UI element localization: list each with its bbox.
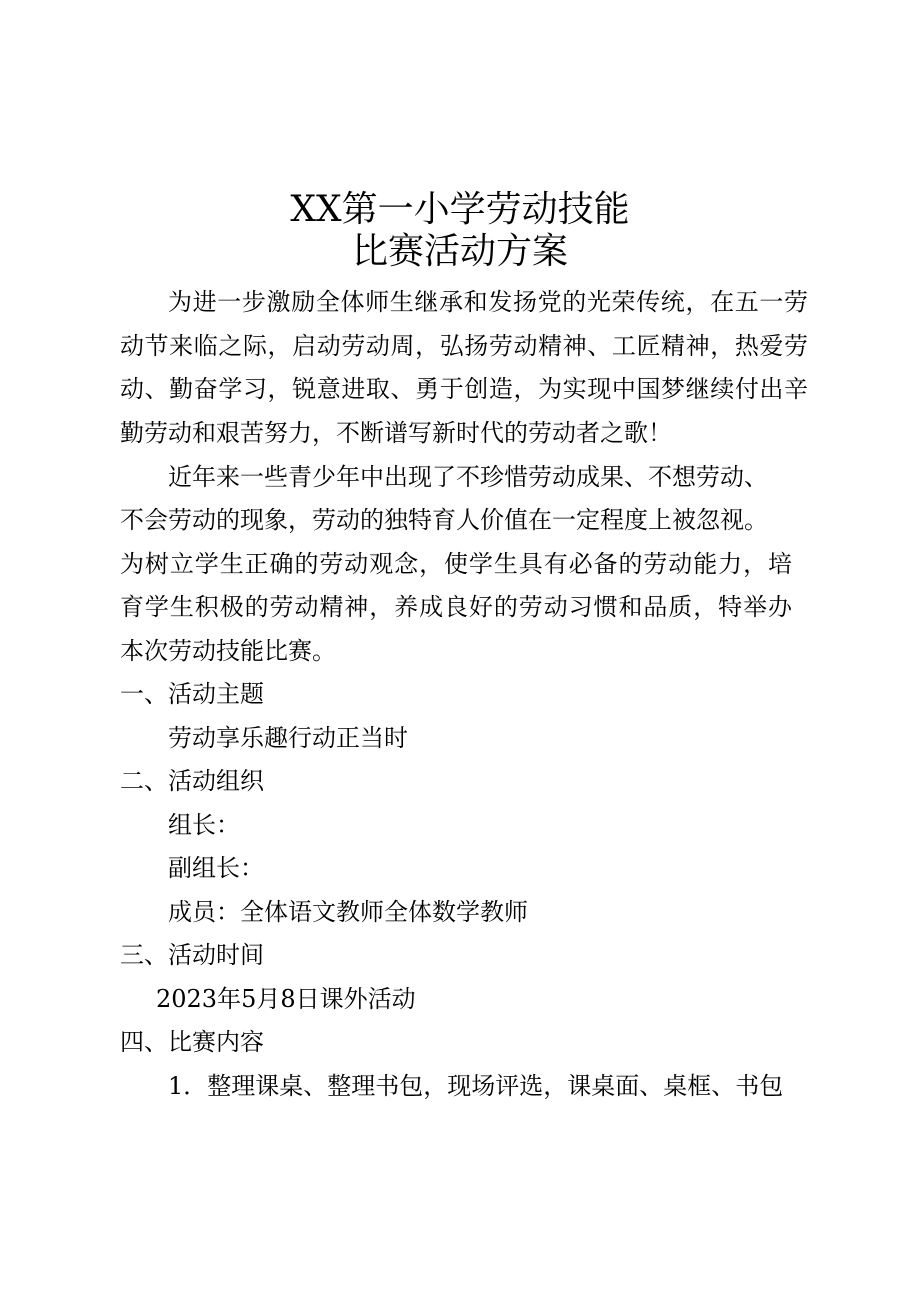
section-time-content: 2023年5月8日课外活动 [156,985,416,1013]
organization-deputy: 副组长： [168,854,264,882]
section-theme-content: 劳动享乐趣行动正当时 [168,724,408,752]
intro-paragraph-2-line-1: 近年来一些青少年中出现了不珍惜劳动成果、不想劳动、 [168,463,768,491]
intro-paragraph-2-line-4: 育学生积极的劳动精神，养成良好的劳动习惯和品质，特举办 [120,593,792,621]
intro-paragraph-2-line-2: 不会劳动的现象，劳动的独特育人价值在一定程度上被忽视。 [120,506,768,534]
organization-members: 成员：全体语文教师全体数学教师 [168,898,528,926]
section-organization-heading: 二、活动组织 [120,767,264,795]
intro-paragraph-2-line-3: 为树立学生正确的劳动观念，使学生具有必备的劳动能力，培 [120,550,792,578]
section-content-heading: 四、比赛内容 [120,1028,264,1056]
content-item-1: 1．整理课桌、整理书包，现场评选，课桌面、桌框、书包 [168,1072,784,1100]
intro-paragraph-1-line-4: 勤劳动和艰苦努力，不断谱写新时代的劳动者之歌！ [120,419,672,447]
intro-paragraph-2-line-5: 本次劳动技能比赛。 [120,637,336,665]
intro-paragraph-1-line-2: 动节来临之际，启动劳动周，弘扬劳动精神、工匠精神，热爱劳 [120,332,808,360]
section-theme-heading: 一、活动主题 [120,680,264,708]
intro-paragraph-1-line-1: 为进一步激励全体师生继承和发扬党的光荣传统，在五一劳 [168,288,808,316]
organization-leader: 组长： [168,811,240,839]
section-time-heading: 三、活动时间 [120,941,264,969]
intro-paragraph-1-line-3: 动、勤奋学习，锐意进取、勇于创造，为实现中国梦继续付出辛 [120,375,808,403]
document-title-line-1: XX第一小学劳动技能 [290,189,630,230]
document-title-line-2: 比赛活动方案 [351,231,568,272]
